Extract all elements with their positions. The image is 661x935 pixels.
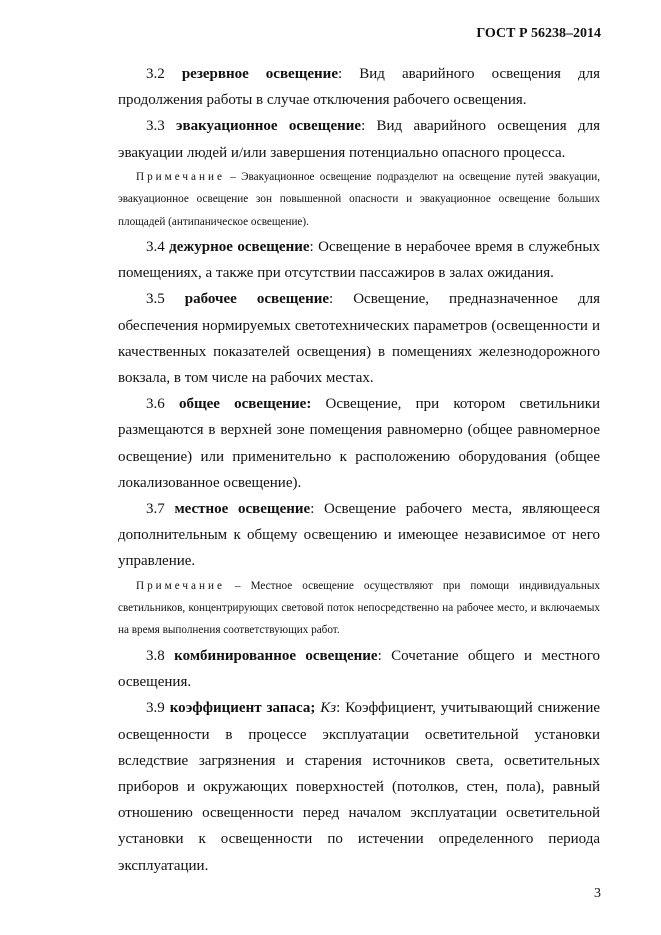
definition-text: : Коэффициент, учитывающий снижение освещенности в процессе эксплуатации осветительной установки вследствие загрязнения и старения источников света, осветительных приборов и окружающих поверхностей (потолков, стен, пола), равный отношению освещенности перед началом эксплуатации осветительной установки к освещенности по истечении определенного периода эксплуатации.	[118, 700, 601, 874]
note-evacuation	[118, 166, 600, 233]
definition-text: : Вид аварийного освещения для эвакуации людей и/или завершения потенциально опасного процесса.	[118, 118, 600, 161]
note-label: Примечание	[136, 579, 225, 592]
definition-3-5	[118, 286, 600, 391]
term: общее освещение:	[178, 396, 312, 413]
symbol: Кз	[320, 700, 337, 717]
document-body	[118, 61, 600, 879]
item-number: 3.8	[146, 647, 165, 664]
item-number: 3.5	[146, 291, 165, 308]
item-number: 3.4	[146, 239, 165, 256]
note-text: – Эвакуационное освещение подразделют на освещение путей эвакуации, эвакуационное освещение зон повышенной опасности и эвакуационное освещение больших площадей (антипаническое освещение).	[118, 170, 600, 228]
item-number: 3.6	[146, 396, 165, 413]
definition-text: : Освещение, предназначенное для обеспечения нормируемых светотехнических параметров (освещенности и качественных показателей освещения) в помещениях железнодорожного вокзала, в том числе на рабочих местах.	[118, 291, 600, 387]
term: комбинированное освещение	[174, 647, 378, 664]
definition-3-7	[118, 496, 600, 575]
definition-3-4	[118, 234, 600, 286]
definition-text: : Освещение в нерабочее время в служебных помещениях, а также при отсутствии пассажиров в залах ожидания.	[118, 239, 600, 282]
document-header: ГОСТ Р 56238–2014	[476, 26, 601, 41]
term: местное освещение	[174, 501, 311, 518]
item-number: 3.3	[146, 118, 165, 135]
item-number: 3.7	[146, 501, 165, 518]
term: дежурное освещение	[169, 239, 310, 256]
item-number: 3.2	[146, 66, 165, 82]
definition-text: : Освещение рабочего места, являющееся дополнительным к общему освещению и имеющее независимое от него управление.	[118, 501, 600, 570]
definition-3-2	[118, 61, 600, 113]
definition-3-6	[118, 391, 600, 496]
definition-text: : Вид аварийного освещения для продолжения работы в случае отключения рабочего освещения.	[118, 66, 600, 109]
term: эвакуационное освещение	[176, 118, 362, 135]
definition-3-8	[118, 643, 600, 695]
page-number: 3	[594, 886, 601, 901]
note-local-lighting	[118, 575, 600, 642]
definition-text: : Сочетание общего и местного освещения.	[118, 647, 600, 691]
note-text: – Местное освещение осуществляют при помощи индивидуальных светильников, концентрирующих световой поток непосредственно на рабочее место, и включаемых на время выполнения соответствующих работ.	[118, 579, 600, 637]
definition-text: Освещение, при котором светильники размещаются в верхней зоне помещения равномерно (общее равномерное освещение) или применительно к расположению оборудования (общее локализованное освещение).	[118, 396, 601, 491]
note-label: Примечание	[136, 170, 225, 183]
definition-3-9	[118, 695, 600, 878]
term: резервное освещение	[181, 66, 338, 82]
definition-3-3	[118, 113, 600, 165]
term: коэффициент запаса;	[169, 700, 316, 717]
term: рабочее освещение	[184, 291, 330, 308]
item-number: 3.9	[146, 700, 165, 717]
